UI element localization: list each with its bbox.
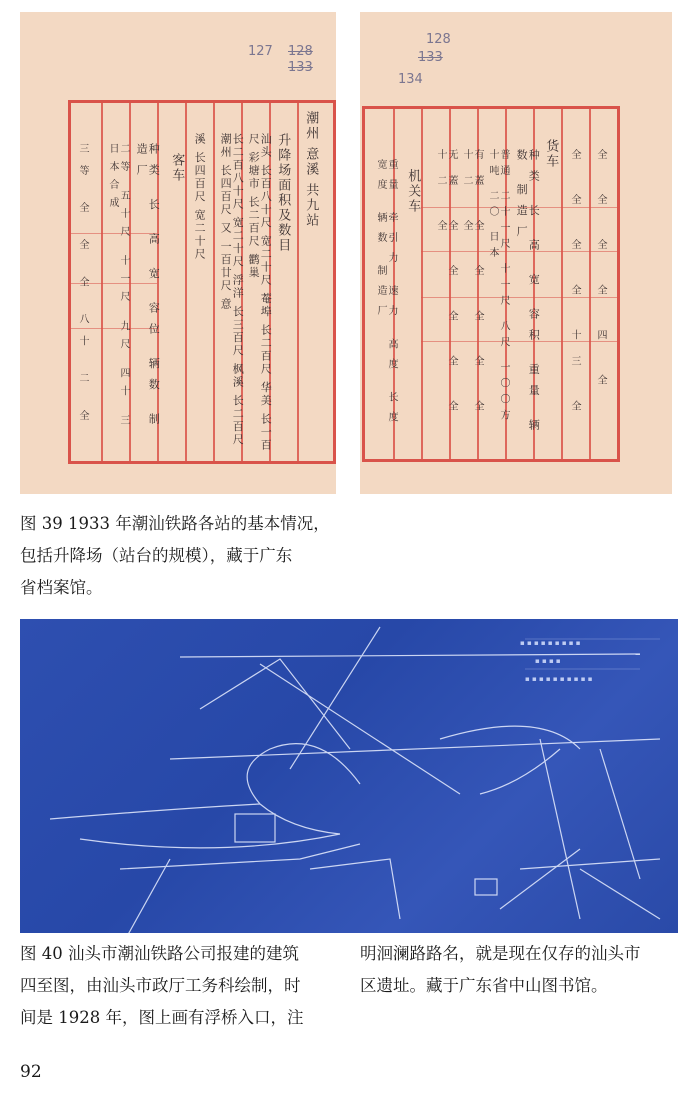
ledger-col-1: 潮州 意溪 共九站 [303, 111, 319, 229]
caption-line: 间是 1928 年，图上画有浮桥入口，注 [20, 1008, 304, 1027]
caption-line: 省档案馆。 [20, 578, 103, 597]
ledger-col-6: 客车 [169, 153, 185, 183]
page-number: 92 [20, 1062, 42, 1082]
ledger-red-frame [68, 100, 336, 464]
pencil-number-6: 134 [398, 72, 423, 87]
blueprint-title-block: ▪ ▪ ▪ ▪ [535, 657, 561, 665]
blueprint-drawing [20, 619, 678, 933]
pencil-number-1: 127 [248, 44, 273, 59]
ledger-col-8: 二等 五十尺 十一尺 九尺 四十 三 日本合成 [107, 143, 129, 433]
ledger-col-4: 有蓋 全 全 全 全 全 十二 全 [461, 149, 483, 427]
ledger-col-2: 种类 长 高 宽 容积 重量 辆数 制造厂 [515, 149, 541, 440]
ledger-col-5: 无蓋 全 全 全 全 全 十二 全 [435, 149, 457, 427]
ledger-col-9: 三等 全 全 全 八十 二 全 [77, 143, 88, 433]
ledger-col-1: 货车 [543, 139, 559, 169]
ledger-col-4: 长二百八十尺 宽二十尺 浮洋 长三百尺 枫溪 长二百尺 潮州 长四百尺 又 一百廿尺 意 [219, 133, 245, 447]
caption-line: 图 39 1933 年潮汕铁路各站的基本情况， [20, 514, 330, 533]
pencil-number-4: 128 [426, 32, 451, 47]
figure39-caption [20, 508, 340, 604]
ledger-col-7: 种类 长 高 宽 容位 辆数 制造厂 [135, 143, 161, 434]
pencil-number-5: 133 [418, 50, 443, 65]
figure40-blueprint [20, 619, 678, 933]
figure40-caption-left [20, 938, 345, 1034]
caption-line: 四至图，由汕头市政厅工务科绘制，时 [20, 976, 301, 995]
ledger-col-8: 全 全 全 全 四 全 [595, 149, 606, 401]
blueprint-title-block: ▪ ▪ ▪ ▪ ▪ ▪ ▪ ▪ ▪ ▪ [525, 675, 593, 683]
ledger-red-frame [362, 106, 620, 462]
pencil-number-2: 128 [288, 44, 313, 59]
ledger-col-6: 机关车 [405, 169, 421, 214]
caption-line: 包括升降场（站台的规模），藏于广东 [20, 546, 293, 565]
ledger-col-9: 全 全 全 全 十三 全 [569, 149, 580, 427]
ledger-col-7: 重量 牵引力 速力 高度 长度 宽度 辆数 制造厂 [375, 159, 397, 432]
ledger-col-3: 普通 二十一尺 十一尺 八尺 一〇〇方 十吨 二〇 日本 [487, 149, 509, 426]
ledger-col-2: 升降场面积及数目 [275, 133, 291, 253]
ledger-col-5: 溪 长四百尺 宽二十尺 [193, 133, 207, 261]
caption-line: 明洄澜路路名，就是现在仅存的汕头市 [360, 944, 641, 963]
figure40-caption-right [360, 938, 685, 1002]
pencil-number-3: 133 [288, 60, 313, 75]
blueprint-title-block: ▪ ▪ ▪ ▪ ▪ ▪ ▪ ▪ ▪ [520, 639, 581, 647]
figure39-right-page [360, 12, 672, 494]
caption-line: 图 40 汕头市潮汕铁路公司报建的建筑 [20, 944, 299, 963]
ledger-col-3: 汕头 长百八十尺 宽二十尺 菴埠 长二百尺 华美 长一百尺 彩塘市 长二百尺 鹳巢 [247, 133, 273, 452]
figure39-left-page [20, 12, 336, 494]
caption-line: 区遗址。藏于广东省中山图书馆。 [360, 976, 608, 995]
